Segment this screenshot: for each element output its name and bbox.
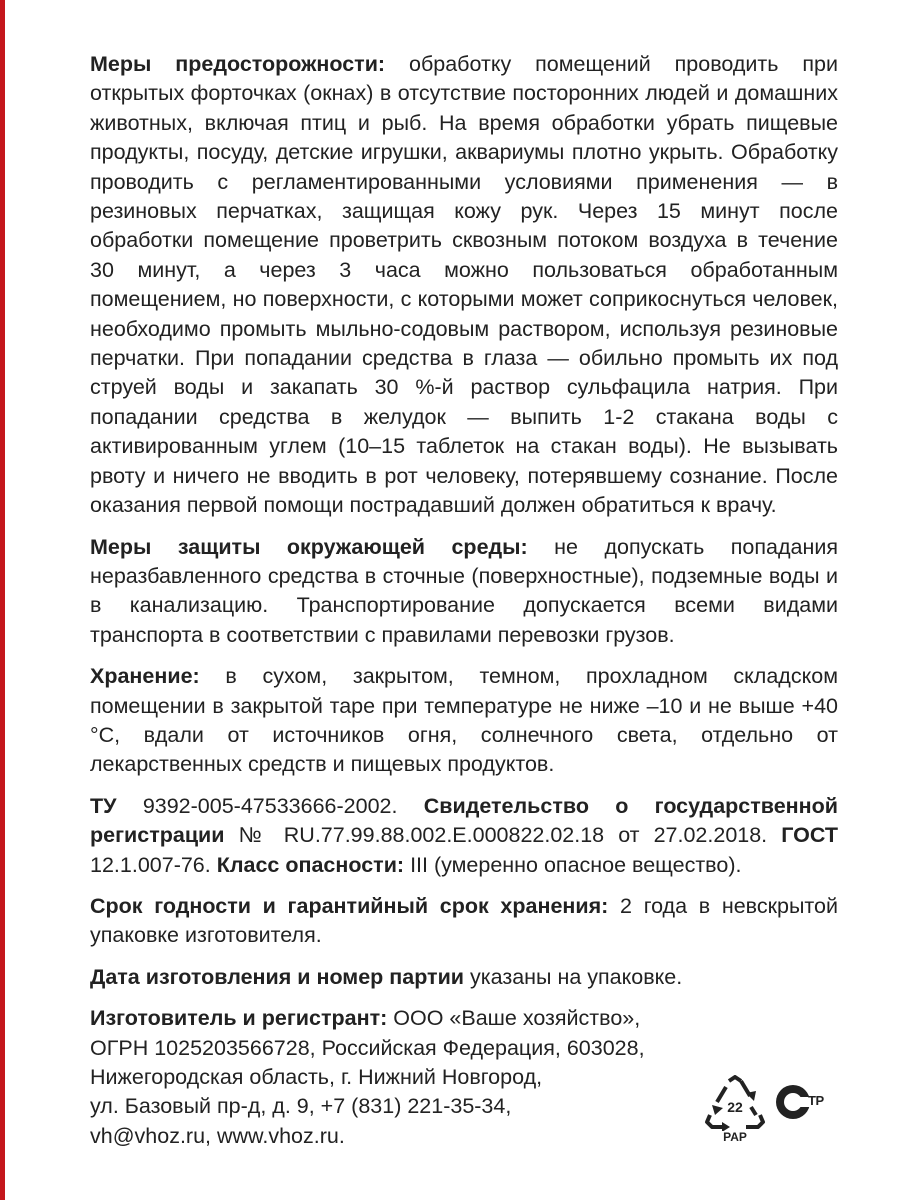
tu-value: 9392-005-47533666-2002. bbox=[142, 793, 398, 818]
shelf-life-text: 2 года в невскрытой упаковке изготовителя. bbox=[90, 893, 839, 948]
storage-section bbox=[90, 662, 838, 780]
storage-title: Хранение: bbox=[90, 664, 200, 689]
manufacture-date-section bbox=[90, 963, 838, 992]
shelf-life-section bbox=[90, 892, 838, 951]
manufacturer-line-4: ул. Базовый пр-д, д. 9, +7 (831) 221-35-34, bbox=[90, 1094, 512, 1119]
precautions-text: обработку помещений проводить при открытых форточках (окнах) в отсутствие посторонних людей и домашних животных, включая птиц и рыб. На время обработки убрать пищевые продукты, посуду, детские игрушки, аквариумы плотно укрыть. Обработку проводить с регламентированными условиями применения — в резиновых перчатках, защищая кожу рук. Через 15 минут после обработки помещение проветрить сквозным потоком воздуха в течение 30 минут, а через 3 часа можно пользоваться обработанным помещением, но поверхности, с которыми может соприкоснуться человек, необходимо промыть мыльно-содовым раствором, используя резиновые перчатки. При попадании средства в глаза — обильно промыть их под струей воды и закапать 30 %-й раствор сульфацила натрия. При попадании средства в желудок — выпить 1-2 стакана воды с активированным углем (10–15 таблеток на стакан воды). Не вызывать рвоту и ничего не вводить в рот человеку, потерявшему сознание. После оказания первой помощи пострадавший должен обратиться к врачу. bbox=[90, 52, 838, 518]
manufacture-date-text: указаны на упаковке. bbox=[470, 964, 683, 989]
shelf-life-title: Срок годности и гарантийный срок хранения: bbox=[90, 893, 609, 918]
hazard-label: Класс опасности: bbox=[216, 852, 405, 877]
hazard-value: III (умеренно опасное вещество). bbox=[410, 852, 742, 877]
gost-value: 12.1.007-76. bbox=[90, 852, 211, 877]
precautions-section bbox=[90, 50, 838, 521]
cert-label: Свидетельство о государственной регистрации bbox=[90, 793, 838, 848]
label-text bbox=[90, 50, 838, 1151]
manufacturer-contacts: vh@vhoz.ru, www.vhoz.ru. bbox=[90, 1123, 345, 1148]
manufacture-date-title: Дата изготовления и номер партии bbox=[90, 964, 465, 989]
tu-label: ТУ bbox=[90, 793, 117, 818]
storage-text: в сухом, закрытом, темном, прохладном складском помещении в закрытой таре при температуре не ниже –10 и не выше +40 °С, вдали от источников огня, солнечного света, отдельно от лекарственных средств и пищевых продуктов. bbox=[90, 664, 838, 777]
environment-title: Меры защиты окружающей среды: bbox=[90, 534, 528, 559]
cert-value: № RU.77.99.88.002.Е.000822.02.18 от 27.02.2018. bbox=[238, 823, 768, 848]
recycle-number: 22 bbox=[727, 1099, 743, 1115]
environment-section bbox=[90, 533, 838, 651]
red-left-border bbox=[0, 0, 5, 1200]
regulatory-section bbox=[90, 792, 838, 880]
recycle-code: PAP bbox=[723, 1130, 747, 1144]
manufacturer-name: ООО «Ваше хозяйство», bbox=[393, 1006, 641, 1031]
recycle-icon bbox=[702, 1075, 768, 1147]
manufacturer-line-3: Нижегородская область, г. Нижний Новгород, bbox=[90, 1065, 543, 1089]
manufacturer-title: Изготовитель и регистрант: bbox=[90, 1006, 388, 1031]
certification-mark-text: ТР bbox=[808, 1093, 824, 1108]
manufacturer-line-2: ОГРН 1025203566728, Российская Федерация, 603028, bbox=[90, 1035, 645, 1060]
manufacturer-line-1 bbox=[90, 1004, 838, 1033]
certification-mark-icon bbox=[772, 1080, 842, 1124]
precautions-title: Меры предосторожности: bbox=[90, 52, 386, 76]
gost-label: ГОСТ bbox=[781, 823, 838, 848]
environment-text: не допускать попадания неразбавленного средства в сточные (поверхностные), подземные воды и в канализацию. Транспортирование допускается всеми видами транспорта в соответствии с правилами перевозки грузов. bbox=[90, 534, 838, 647]
